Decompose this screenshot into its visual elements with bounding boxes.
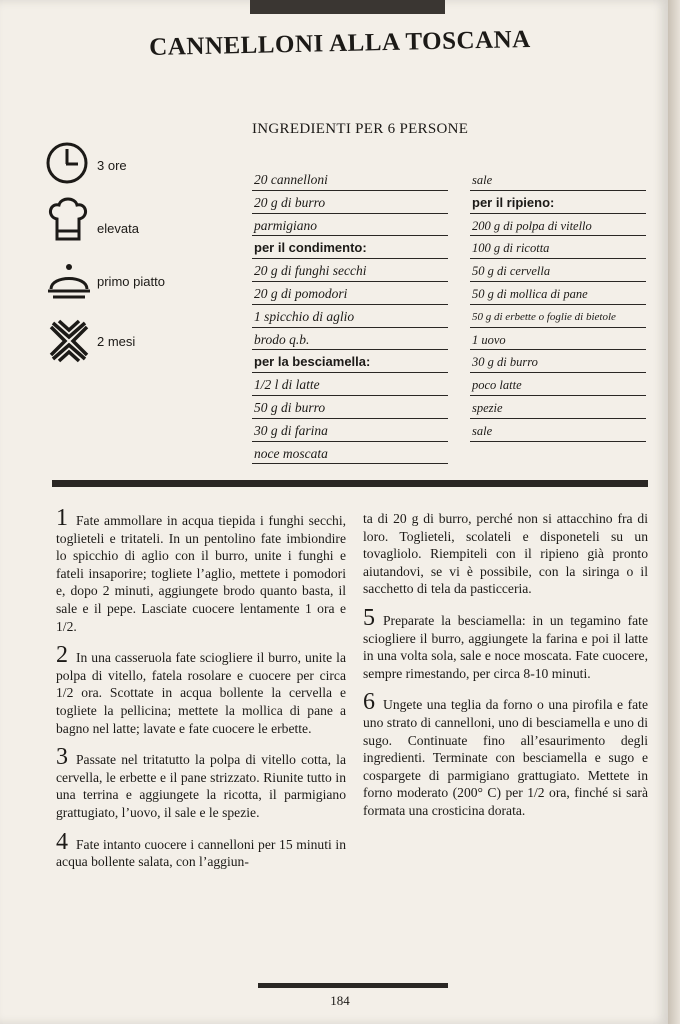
step-text: Preparate la besciamella: in un tegamino fate sciogliere il burro, aggiungete la farina e poi il latte in una volta sola, sale e noce moscata. Fate cuocere, sempre rimestando, per circa 8-10 minuti. bbox=[363, 612, 648, 681]
ingredient-section-heading: per la besciamella: bbox=[252, 350, 448, 373]
ingredient-line: 50 g di erbette o foglie di bietole bbox=[470, 305, 646, 328]
step-text: Passate nel tritatutto la polpa di vitello cotta, la cervella, le erbette e il pane strizzato. Riunite tutto in una terrina e aggiungete la ricotta, il parmigiano grattugiato, l’uovo, il sale e le spezie. bbox=[56, 752, 346, 820]
ingredient-line: noce moscata bbox=[252, 442, 448, 465]
serving-dish-icon bbox=[45, 257, 93, 305]
ingredient-line: 20 g di funghi secchi bbox=[252, 259, 448, 282]
info-course-label: primo piatto bbox=[97, 273, 165, 289]
step-text: In una casseruola fate sciogliere il burro, unite la polpa di vitello, fatela rosolare e cuocere per circa 1/2 ora. Scottate in acqua bollente la cervella e togliete la pellicina; mettete la mollica di pane a bagno nel latte; lavate e fate cuocere le erbette. bbox=[56, 650, 346, 736]
info-difficulty-label: elevata bbox=[97, 220, 139, 236]
method-step bbox=[56, 505, 346, 635]
ingredient-line: 100 g di ricotta bbox=[470, 236, 646, 259]
ingredient-line: 50 g di burro bbox=[252, 396, 448, 419]
step-number: 1 bbox=[56, 505, 68, 531]
ingredient-line: sale bbox=[470, 168, 646, 191]
method-step bbox=[56, 744, 346, 821]
ingredient-line: 50 g di mollica di pane bbox=[470, 282, 646, 305]
method-step bbox=[56, 642, 346, 737]
ingredients-heading: INGREDIENTI PER 6 PERSONE bbox=[252, 121, 469, 137]
step-text: Fate ammollare in acqua tiepida i funghi secchi, toglieteli e tritateli. In un pentolino fate imbiondire lo spicchio di aglio con il burro, unite i funghi e fateli insaporire; togliete l’aglio, mettete i pomodori e, dopo 2 minuti, aggiungete brodo quanto basta, il sale e il pepe. Lasciate cuocere lentamente 1 ora e 1/2. bbox=[56, 513, 346, 634]
ingredient-section-heading: per il condimento: bbox=[252, 236, 448, 259]
section-divider bbox=[52, 480, 648, 487]
next-page-edge bbox=[668, 0, 680, 1024]
ingredient-line: 30 g di farina bbox=[252, 419, 448, 442]
page-number: 184 bbox=[330, 993, 350, 1008]
ingredient-line: 50 g di cervella bbox=[470, 259, 646, 282]
recipe-title: CANNELLONI ALLA TOSCANA bbox=[148, 26, 531, 61]
info-freezer-label: 2 mesi bbox=[97, 333, 136, 349]
ingredient-line: 200 g di polpa di vitello bbox=[470, 214, 646, 237]
method-step bbox=[363, 689, 648, 819]
method-column-left bbox=[56, 505, 346, 883]
info-course bbox=[45, 256, 165, 306]
step-number: 4 bbox=[56, 828, 68, 855]
step-text: Ungete una teglia da forno o una pirofila e fate uno strato di cannelloni, uno di besciamella e uno di sugo. Continuate fino all’esaurimento degli ingredienti. Terminate con besciamella e sugo e cospargete di parmigiano grattugiato. Mettete in forno moderato (200° C) per 1/2 ora, finché si sarà formata una crosticina dorata. bbox=[363, 697, 648, 818]
ingredient-line: 1/2 l di latte bbox=[252, 373, 448, 396]
ingredients-list-right bbox=[470, 168, 646, 442]
ingredient-line: 30 g di burro bbox=[470, 350, 646, 373]
info-difficulty bbox=[45, 194, 139, 244]
info-time bbox=[45, 140, 127, 190]
step-text: Fate intanto cuocere i cannelloni per 15 minuti in acqua bollente salata, con l’aggiun- bbox=[56, 836, 346, 870]
ingredient-line: sale bbox=[470, 419, 646, 442]
clock-icon bbox=[45, 141, 93, 189]
ingredient-line: 20 g di pomodori bbox=[252, 282, 448, 305]
ingredient-section-heading: per il ripieno: bbox=[470, 191, 646, 214]
step-number: 6 bbox=[363, 689, 375, 716]
page-header-tab bbox=[250, 0, 445, 14]
info-time-label: 3 ore bbox=[97, 157, 127, 173]
ingredient-line: 20 g di burro bbox=[252, 191, 448, 214]
ingredients-list-left bbox=[252, 168, 448, 464]
ingredient-line: parmigiano bbox=[252, 214, 448, 237]
chef-hat-icon bbox=[45, 195, 93, 243]
ingredient-line: 20 cannelloni bbox=[252, 168, 448, 191]
ingredient-line: spezie bbox=[470, 396, 646, 419]
step-number: 5 bbox=[363, 604, 375, 631]
method-step bbox=[56, 828, 346, 871]
step-number: 2 bbox=[56, 642, 68, 669]
ingredient-line: 1 spicchio di aglio bbox=[252, 305, 448, 328]
ingredient-line: poco latte bbox=[470, 373, 646, 396]
method-step-continuation: ta di 20 g di burro, perché non si attacchino fra di loro. Toglieteli, scolateli e disponeteli su un tovagliolo. Riempiteli con il ripieno già pronto aiutandovi, se vi è possibile, con la siringa o il sacchetto di tela da pasticceria. bbox=[363, 511, 648, 597]
snowflake-freezer-icon bbox=[45, 317, 93, 365]
method-step bbox=[363, 604, 648, 682]
info-freezer bbox=[45, 316, 135, 366]
step-number: 3 bbox=[56, 744, 68, 771]
footer-rule bbox=[258, 983, 448, 988]
ingredient-line: 1 uovo bbox=[470, 328, 646, 351]
method-column-right bbox=[363, 510, 648, 832]
ingredient-line: brodo q.b. bbox=[252, 328, 448, 351]
